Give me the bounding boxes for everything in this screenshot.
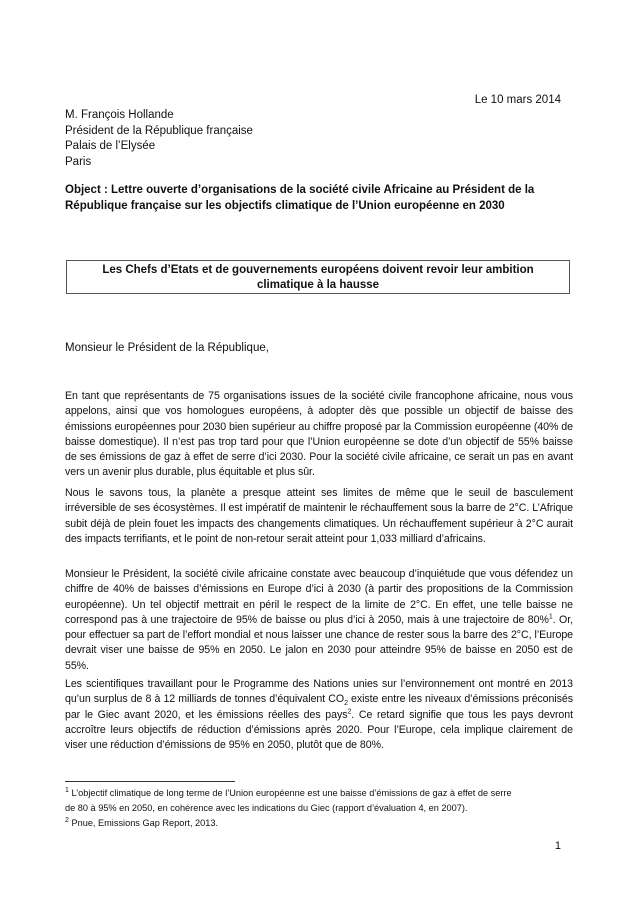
footnotes (65, 786, 573, 831)
footnote-1-line-2: de 80 à 95% en 2050, en cohérence avec les indications du Giec (rapport d’évaluation 4, en 2007). (65, 803, 468, 813)
recipient-address (65, 108, 253, 170)
footnote-1-text-1: L’objectif climatique de long terme de l’Union européenne est une baisse d’émissions de gaz à effet de serre (71, 788, 512, 798)
recipient-place: Palais de l’Elysée (65, 140, 156, 152)
footnote-1-number: 1 (65, 786, 69, 794)
paragraph-4 (65, 677, 573, 753)
footnote-ref-1: 1 (548, 613, 553, 621)
headline-box (66, 260, 570, 294)
page-number: 1 (554, 840, 561, 852)
paragraph-4-part-c: . Ce retard signifie que tous les pays devront accroître leurs objectifs de réduction d’émissions après 2020. Pour l’Europe, cela implique clairement de viser une réduction d’émissions de 95% en 2050, plutôt que de 80%. (65, 708, 573, 752)
letter-date: Le 10 mars 2014 (474, 94, 561, 106)
co2-subscript: 2 (344, 700, 348, 708)
paragraph-2: Nous le savons tous, la planète a presque atteint ses limites de même que le seuil de basculement irréversible de ses écosystèmes. Il est impératif de maintenir le réchauffement sous la barre de 2°C. L’Afrique subit déjà de plein fouet les impacts des changements climatiques. Un réchauffement supérieur à 2°C aurait des impacts terrifiants, et le point de non-retour serait atteint pour 1,033 milliard d’africains. (65, 487, 573, 545)
footnote-separator (65, 781, 235, 782)
recipient-city: Paris (65, 155, 92, 168)
paragraph-3-part-a: Monsieur le Président, la société civile africaine constate avec beaucoup d’inquiétude que vous défendez un chiffre de 40% de baisses d’émissions en Europe d’ici à 2030 (à partir des propositions de la Commission européenne). Un tel objectif mettrait en péril le respect de la limite de 2°C. En effet, une telle baisse ne correspond pas à une trajectoire de 95% de baisse ou plus d’ici à 2050, mais à une trajectoire de 80% (65, 568, 573, 626)
paragraph-1: En tant que représentants de 75 organisations issues de la société civile francophone africaine, nous vous appelons, ainsi que vos homologues européens, à adopter dès que possible un objectif de baisse des émissions européennes pour 2030 bien supérieur au chiffre proposé par la Commission européenne (40% de baisse domestique). Il n’est pas trop tard pour que l’Union européenne se dote d’un objectif de 55% baisse de ses émissions de gaz à effet de serre d’ici 2030. Pour la société civile africaine, ce serait un pas en avant vers un avenir plus durable, plus équitable et plus sûr. (65, 390, 573, 479)
headline-text: Les Chefs d’Etats et de gouvernements européens doivent revoir leur ambition climatique à la hausse (102, 264, 534, 291)
paragraph-3 (65, 567, 573, 674)
paragraph-4-part-a: Les scientifiques travaillant pour le Programme des Nations unies sur l’environnement ont montré en 2013 qu’un surplus de 8 à 12 milliards de tonnes d’équivalent CO (65, 678, 573, 706)
footnote-2-number: 2 (65, 816, 69, 824)
footnote-ref-2: 2 (347, 708, 352, 716)
footnote-1-line-1 (65, 786, 573, 801)
footnote-2 (65, 816, 573, 831)
recipient-title: Président de la République française (65, 124, 253, 137)
paragraph-3-part-b: . Or, pour effectuer sa part de l’effort mondial et nous laisser une chance de rester sous la barre des 2°C, l’Europe devrait viser une baisse de 95% en 2050. Le jalon en 2030 pour atteindre 95% de baisse en 2050 est de 55%. (65, 613, 573, 672)
recipient-name: M. François Hollande (65, 109, 174, 121)
footnote-2-text: Pnue, Emissions Gap Report, 2013. (71, 818, 219, 828)
paragraph-4-part-b: existe entre les niveaux d’émissions préconisés par le Giec avant 2020, et les émissions réelles des pays (65, 693, 573, 721)
letter-object: Object : Lettre ouverte d’organisations de la société civile Africaine au Président de la République française sur les objectifs climatique de l’Union européenne en 2030 (65, 184, 535, 212)
salutation: Monsieur le Président de la République, (65, 342, 269, 354)
